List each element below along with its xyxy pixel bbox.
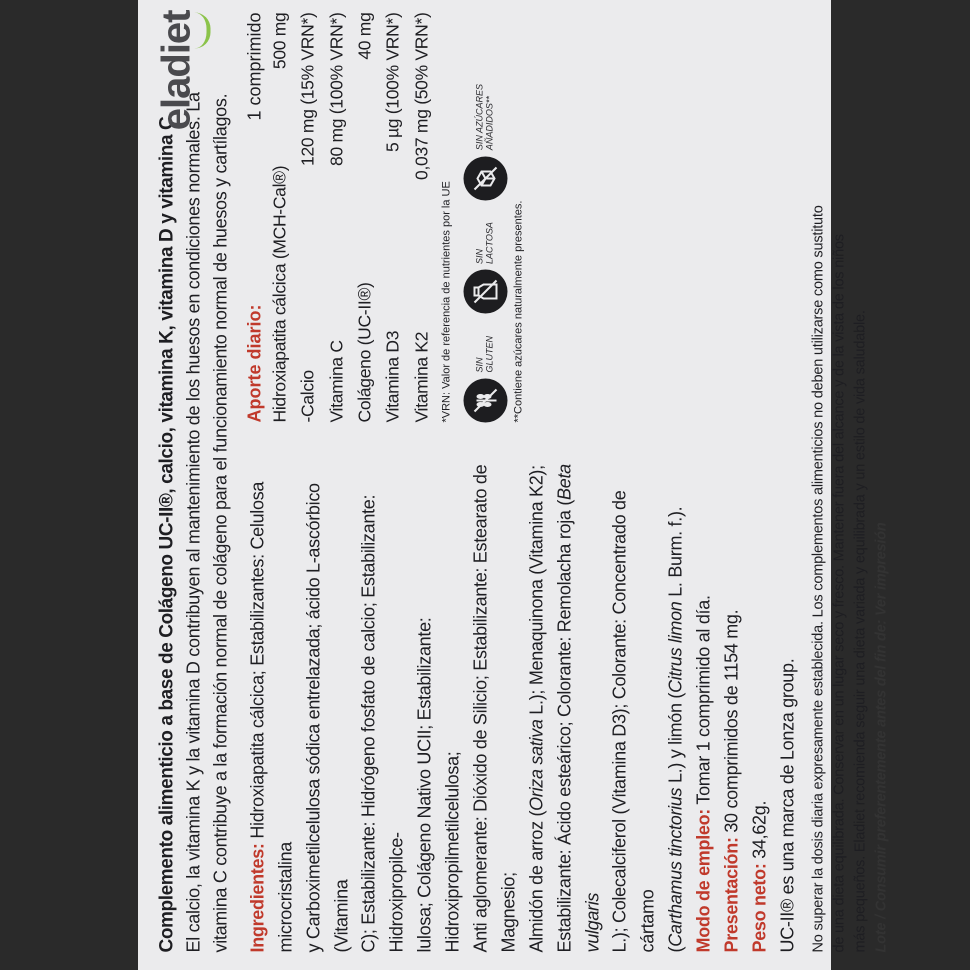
ingredients-text: L.) y limón ( [665, 692, 686, 788]
ingredients-text: Almidón de arroz ( [525, 810, 546, 952]
sin-gluten-badge [463, 335, 507, 422]
modo-label: Modo de empleo: [693, 808, 714, 952]
peso-neto [746, 442, 774, 952]
label-inner [154, 10, 889, 952]
product-label [138, 0, 889, 970]
ingredients-line [523, 442, 551, 952]
aporte-per: 1 comprimido [243, 12, 264, 121]
ingredients-text: ( [665, 946, 686, 952]
icon-text-line: GLUTEN [484, 335, 495, 372]
ingredients-line [662, 442, 690, 952]
aporte-value: 80 mg (100% VRN*) [325, 12, 346, 166]
ingredients-line: lulosa; Colágeno Nativo UCII; Estabilizante: Hidroxipropilmetilcelulosa; [414, 617, 463, 952]
warning-block [808, 12, 892, 952]
aporte-row [322, 12, 350, 422]
modo-value: Tomar 1 comprimido al día. [693, 594, 714, 809]
aporte-value: 40 mg [353, 12, 374, 60]
azucares-note: **Contiene azúcares naturalmente presentes. [512, 200, 525, 422]
peso-value: 34,62g. [748, 800, 769, 863]
ingredients-line [244, 442, 300, 952]
free-from-icons [463, 12, 507, 422]
sin-azucares-text [475, 83, 495, 149]
ingredients-text: L. Burm. f.). [665, 506, 686, 601]
aporte-name: -Calcio [297, 369, 318, 422]
ingredients-latin: Beta vulgaris [553, 463, 602, 952]
ingredients-line: Anti aglomerante: Dióxido de Silicio; Estabilizante: Estearato de Magnesio; [469, 464, 518, 952]
intro-line-2: vitamina C contribuye a la formación normal de colágeno para el funcionamiento normal de huesos y cartílagos. [209, 93, 230, 952]
aporte-value: 5 µg (100% VRN*) [382, 12, 403, 152]
ingredients-label: Ingredientes: [246, 842, 267, 952]
milk-bottle-icon [463, 269, 507, 313]
product-title: Complemento alimenticio a base de Colágeno UC-II®, calcio, vitamina K, vitamina D y vitamina C. [156, 111, 177, 952]
ingredients-latin: Carthamus tinctorius [665, 787, 686, 947]
label-content-rotated [138, 0, 889, 970]
aporte-row [378, 12, 406, 422]
wheat-icon [463, 378, 507, 422]
ingredients-text: Estabilizante: Ácido esteárico; Colorante: Remolacha roja ( [553, 499, 574, 952]
aporte-value: 500 mg [268, 12, 289, 69]
logo-text: eladiet [154, 10, 198, 130]
aporte-header [244, 12, 265, 422]
trademark-note: UC-II® es una marca de Lonza group. [776, 658, 797, 952]
peso-label: Peso neto: [748, 862, 769, 952]
icon-text-line: SIN [474, 248, 485, 264]
aporte-name: Hidroxiapatita cálcica (MCH-Cal®) [268, 165, 289, 422]
aporte-value: 0,037 mg (50% VRN*) [410, 12, 431, 180]
intro-line-1: El calcio, la vitamina K y la vitamina D contribuyen al mantenimiento de los huesos en condiciones normales. La [182, 91, 203, 952]
aporte-row [350, 12, 378, 422]
ingredients-line: C); Estabilizante: Hidrógeno fosfato de calcio; Estabilizante: Hidroxipropilce- [358, 494, 407, 952]
warning-line: de una dieta equilibrada. Conservar en un lugar seco y fresco. Mantener fuera del alcance y de la vista de los niños [830, 233, 847, 952]
ingredients-column [244, 442, 802, 952]
aporte-name: Vitamina D3 [382, 330, 403, 422]
aporte-label: Aporte diario: [243, 303, 264, 422]
ingredients-text: L.); Menaquinona (Vitamina K2); [525, 464, 546, 719]
icon-text-line: SIN AZÚCARES [474, 83, 485, 150]
aporte-name: Vitamina C [325, 339, 346, 422]
ingredients-latin: Oriza sativa [525, 718, 546, 811]
aporte-column [244, 12, 802, 422]
aporte-value: 120 mg (15% VRN*) [297, 12, 318, 166]
presentacion-value: 30 comprimidos de 1154 mg. [720, 609, 741, 837]
ingredients-line: y Carboximetilcelulosa sódica entrelazada; ácido L-ascórbico (Vitamina [302, 482, 351, 952]
sin-lactosa-text [475, 222, 495, 264]
warning-line: No superar la dosis diaria expresamente establecida. Los complementos alimenticios no deben utilizarse como sustituto [809, 204, 826, 952]
logo-smile-icon [194, 12, 210, 48]
ingredients-latin: Citrus limon [665, 600, 686, 693]
icon-text-line: AÑADIDOS** [484, 95, 495, 150]
aporte-row [407, 12, 435, 422]
vrn-note: *VRN: Valor de referencia de nutrientes por la UE [439, 180, 452, 422]
sin-azucares-badge [463, 83, 507, 199]
presentacion-label: Presentación: [720, 836, 741, 952]
sin-lactosa-badge [463, 222, 507, 314]
aporte-row [293, 12, 321, 422]
ingredients-line: L.); Colecalciferol (Vitamina D3); Colorante: Concentrado de cártamo [609, 490, 658, 952]
ingredients-line [551, 442, 607, 952]
main-columns [244, 12, 802, 952]
eladiet-logo [156, 10, 210, 130]
modo-empleo [690, 442, 718, 952]
icon-text-line: SIN [474, 356, 485, 372]
icon-text-line: LACTOSA [484, 221, 495, 264]
sin-gluten-text [475, 335, 495, 372]
lote-text: Lote / Consumir preferentemente antes del fin de: Ver impresión [872, 521, 889, 952]
sugar-cube-icon [463, 156, 507, 200]
aporte-name: Colágeno (UC-II®) [353, 281, 374, 422]
ingredients-text: Hidroxiapatita cálcica; Estabilizantes: Celulosa microcristalina [246, 481, 295, 952]
aporte-name: Vitamina K2 [410, 331, 431, 422]
warning-line: más pequeños. Eladiet recomienda seguir una dieta variada y equilibrada y un estilo de vida saludable. [851, 309, 868, 952]
aporte-row [265, 12, 293, 422]
presentacion [718, 442, 746, 952]
